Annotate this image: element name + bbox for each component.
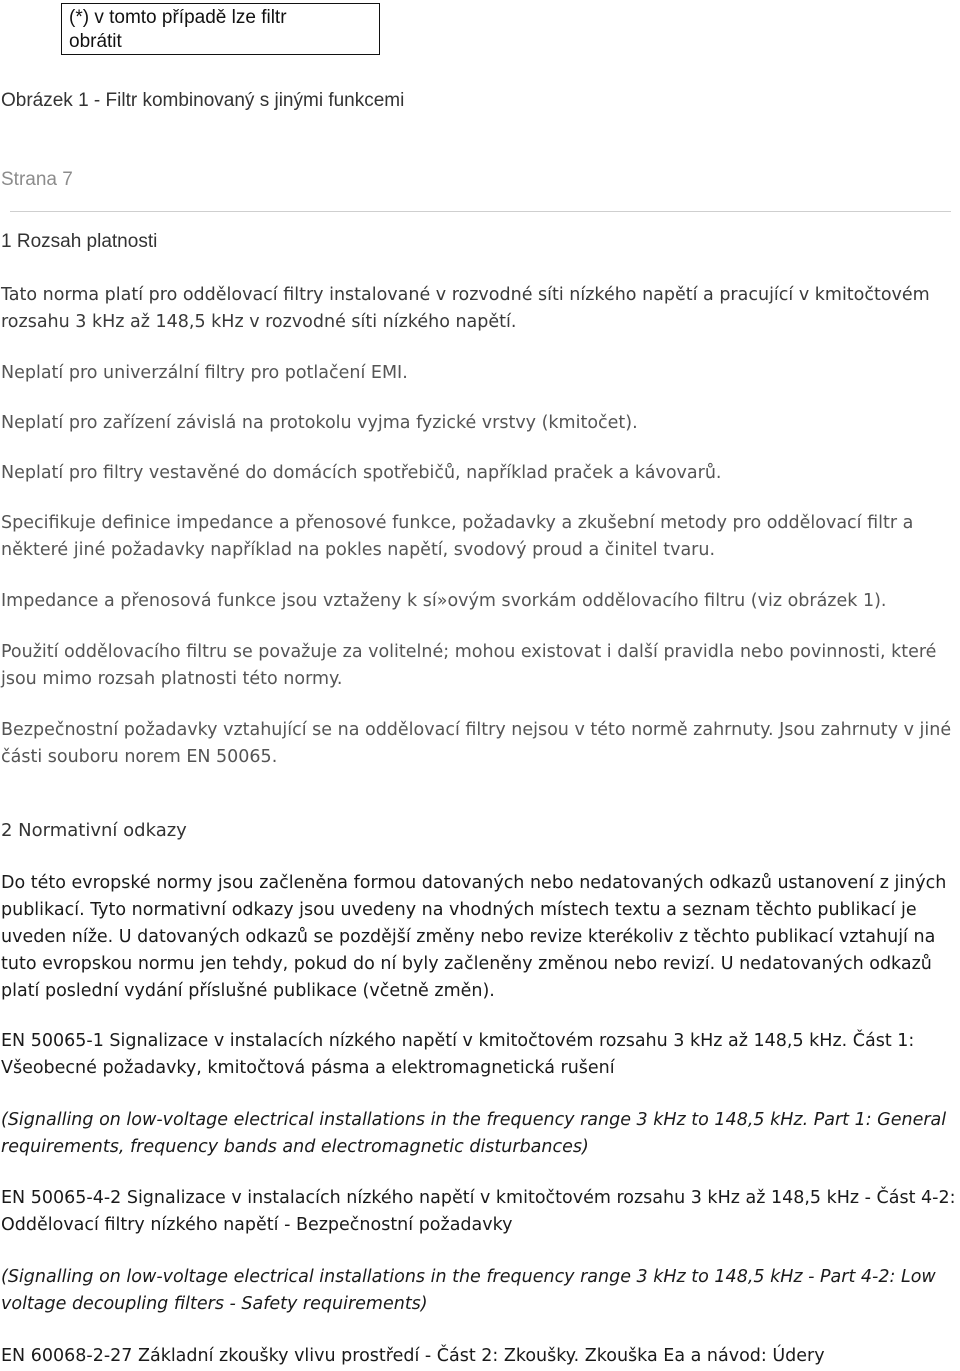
scope-paragraph-1: Tato norma platí pro oddělovací filtry instalované v rozvodné síti nízkého napětí a pracující v kmitočtovém rozsahu 3 kHz až 148,5 kHz v rozvodné síti nízkého napětí. — [1, 285, 930, 332]
scope-paragraph-2: Neplatí pro univerzální filtry pro potlačení EMI. — [1, 363, 408, 383]
figure-note-box — [61, 3, 380, 55]
figure-caption: Obrázek 1 - Filtr kombinovaný s jinými funkcemi — [1, 90, 405, 111]
scope-paragraph-6: Impedance a přenosová funkce jsou vztaženy k sí»ovým svorkám oddělovacího filtru (viz obrázek 1). — [1, 591, 887, 611]
normative-intro-paragraph: Do této evropské normy jsou začleněna formou datovaných nebo nedatovaných odkazů ustanovení z jiných publikací. Tyto normativní odkazy jsou uvedeny na vhodných místech textu a seznam těchto publikací je uveden níže. U datovaných odkazů se pozdější změny nebo revize kterékoliv z těchto publikací vztahují na tuto evropskou normu jen tehdy, pokud do ní byly začleněny změnou nebo revizí. U nedatovaných odkazů platí poslední vydání příslušné publikace (včetně změn). — [1, 873, 947, 1001]
scope-paragraph-7: Použití oddělovacího filtru se považuje za volitelné; mohou existovat i další pravidla nebo povinnosti, které jsou mimo rozsah platnosti této normy. — [1, 642, 937, 689]
page-label: Strana 7 — [1, 169, 73, 190]
section-2-heading: 2 Normativní odkazy — [1, 820, 187, 841]
reference-en-50065-4-2: EN 50065-4-2 Signalizace v instalacích nízkého napětí v kmitočtovém rozsahu 3 kHz až 148,5 kHz - Část 4-2: Oddělovací filtry nízkého napětí - Bezpečnostní požadavky — [1, 1188, 956, 1235]
reference-en-50065-1: EN 50065-1 Signalizace v instalacích nízkého napětí v kmitočtovém rozsahu 3 kHz až 148,5 kHz. Část 1: Všeobecné požadavky, kmitočtová pásma a elektromagnetická rušení — [1, 1031, 915, 1078]
note-line-1: (*) v tomto případě lze filtr — [69, 7, 287, 28]
note-line-2: obrátit — [69, 31, 122, 52]
reference-en-50065-4-2-english: (Signalling on low-voltage electrical installations in the frequency range 3 kHz to 148,5 kHz - Part 4-2: Low voltage decoupling filters - Safety requirements) — [1, 1267, 936, 1314]
reference-en-60068-2-27: EN 60068-2-27 Základní zkoušky vlivu prostředí - Část 2: Zkoušky. Zkouška Ea a návod: Údery — [1, 1346, 825, 1366]
scope-paragraph-4: Neplatí pro filtry vestavěné do domácích spotřebičů, například praček a kávovarů. — [1, 463, 722, 483]
section-1-heading: 1 Rozsah platnosti — [1, 231, 158, 252]
scope-paragraph-5: Specifikuje definice impedance a přenosové funkce, požadavky a zkušební metody pro oddělovací filtr a některé jiné požadavky například na pokles napětí, svodový proud a činitel tvaru. — [1, 513, 914, 560]
scope-paragraph-3: Neplatí pro zařízení závislá na protokolu vyjma fyzické vrstvy (kmitočet). — [1, 413, 638, 433]
page-divider — [10, 211, 951, 212]
reference-en-50065-1-english: (Signalling on low-voltage electrical installations in the frequency range 3 kHz to 148,5 kHz. Part 1: General requirements, frequency bands and electromagnetic disturbances) — [1, 1110, 947, 1157]
scope-paragraph-8: Bezpečnostní požadavky vztahující se na oddělovací filtry nejsou v této normě zahrnuty. Jsou zahrnuty v jiné části souboru norem EN 50065. — [1, 720, 952, 767]
